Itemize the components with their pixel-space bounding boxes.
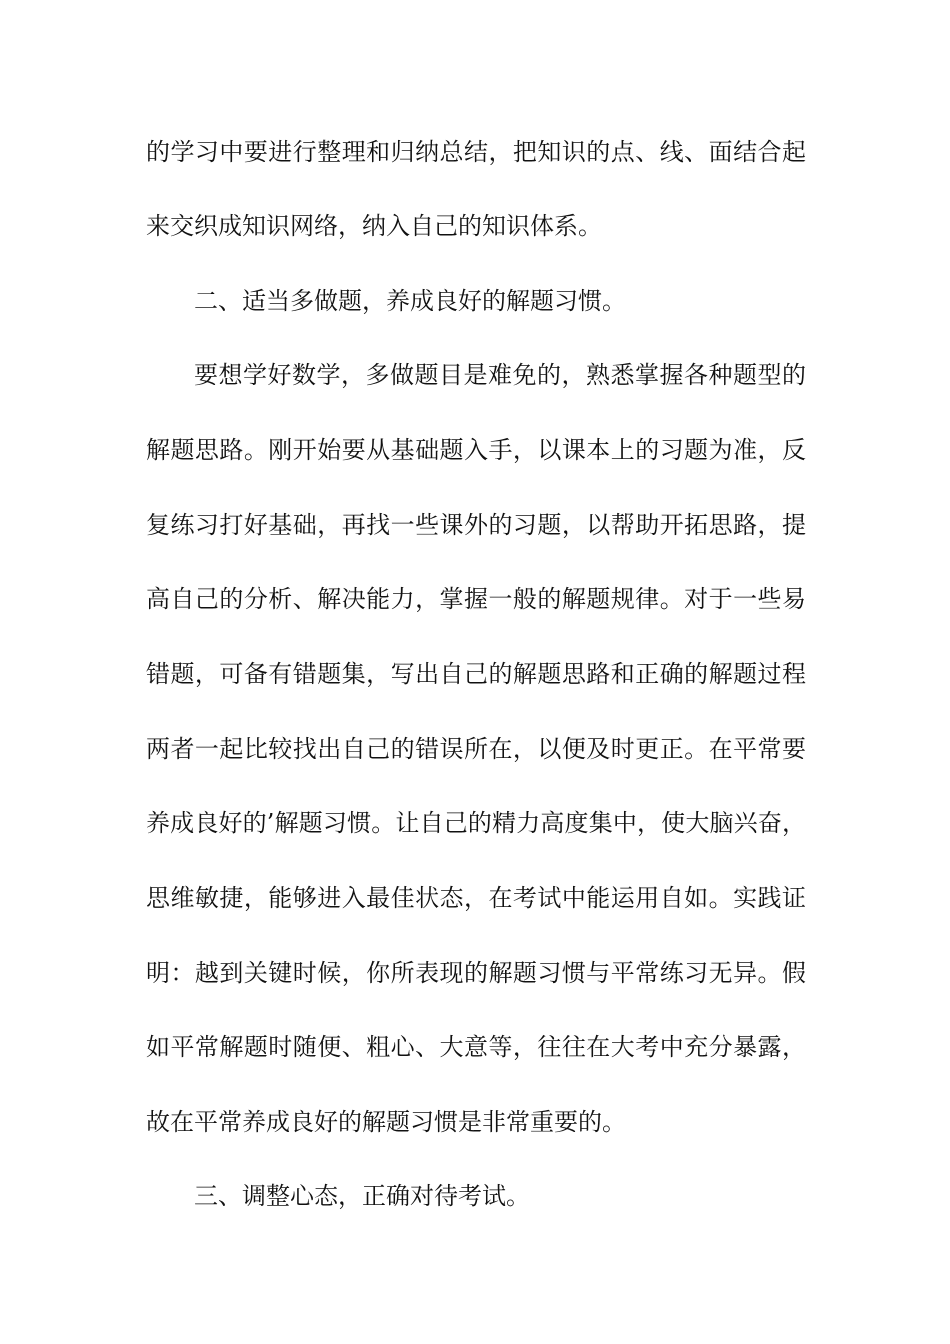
text-line-14: 故在平常养成良好的解题习惯是非常重要的。 <box>146 1108 626 1136</box>
text-line-13: 如平常解题时随便、粗心、大意等，往往在大考中充分暴露， <box>146 1033 806 1061</box>
text-line-6: 复练习打好基础，再找一些课外的习题，以帮助开拓思路，提 <box>146 511 806 539</box>
text-line-12: 明：越到关键时候，你所表现的解题习惯与平常练习无异。假 <box>146 959 806 987</box>
text-line-11: 思维敏捷，能够进入最佳状态，在考试中能运用自如。实践证 <box>146 884 806 912</box>
section-heading-3: 三、调整心态，正确对待考试。 <box>194 1182 530 1210</box>
text-line-2: 来交织成知识网络，纳入自己的知识体系。 <box>146 212 602 240</box>
text-line-4: 要想学好数学，多做题目是难免的，熟悉掌握各种题型的 <box>194 361 806 389</box>
text-line-5: 解题思路。刚开始要从基础题入手，以课本上的习题为准，反 <box>146 436 806 464</box>
section-heading-2: 二、适当多做题，养成良好的解题习惯。 <box>194 287 626 315</box>
text-line-7: 高自己的分析、解决能力，掌握一般的解题规律。对于一些易 <box>146 585 806 613</box>
text-line-8: 错题，可备有错题集，写出自己的解题思路和正确的解题过程 <box>146 660 806 688</box>
text-line-10: 养成良好的’解题习惯。让自己的精力高度集中，使大脑兴奋， <box>146 809 806 837</box>
text-line-1: 的学习中要进行整理和归纳总结，把知识的点、线、面结合起 <box>146 138 806 166</box>
text-line-9: 两者一起比较找出自己的错误所在，以便及时更正。在平常要 <box>146 735 806 763</box>
